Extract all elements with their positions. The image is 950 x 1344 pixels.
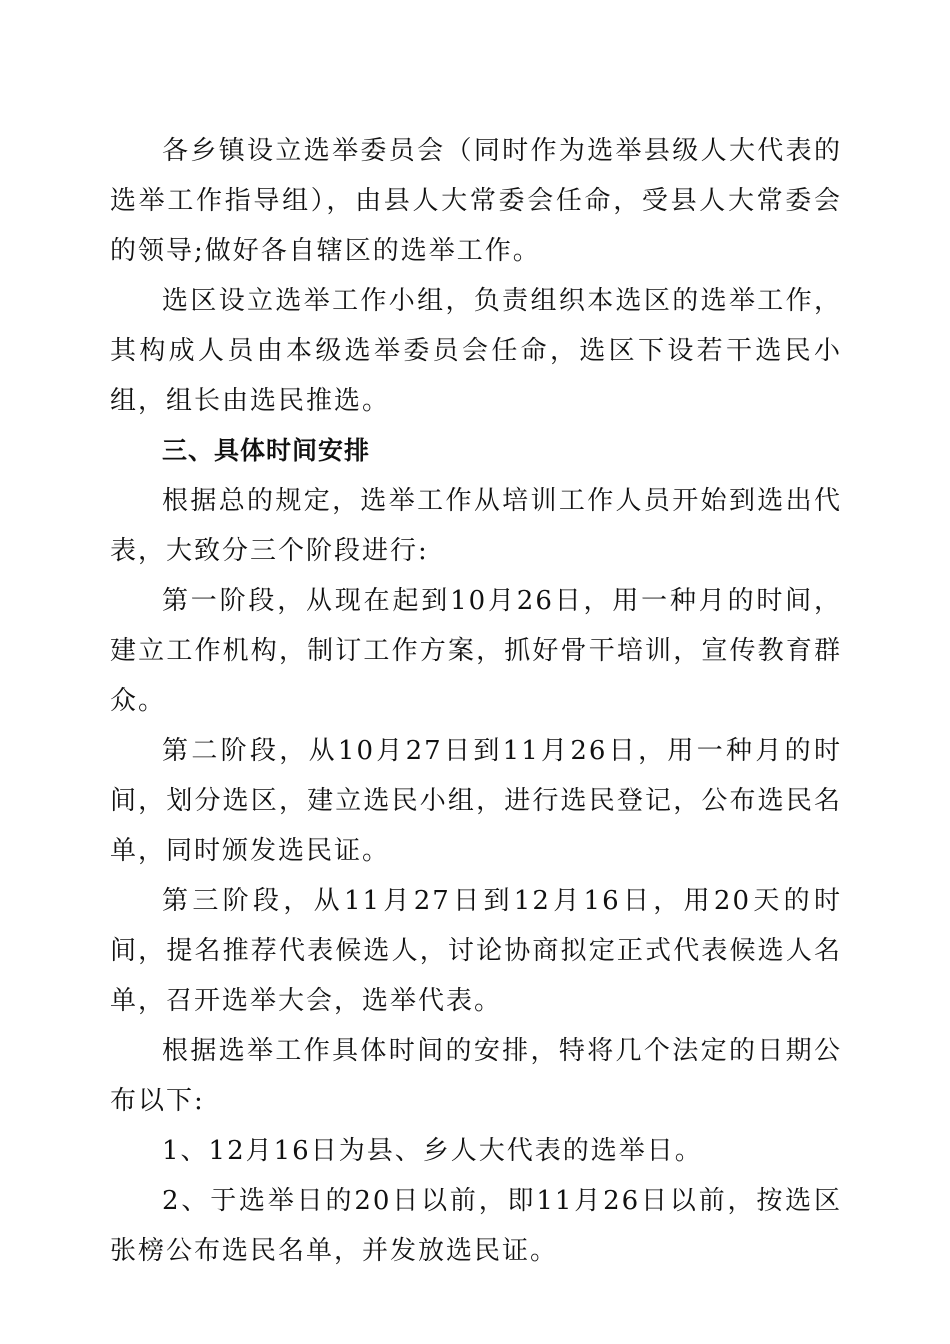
paragraph-phase-three: 第三阶段，从11月27日到12月16日，用20天的时间，提名推荐代表候选人，讨论协商拟定正式代表候选人名单，召开选举大会，选举代表。 bbox=[110, 886, 842, 1016]
paragraph-election-working-group: 选区设立选举工作小组，负责组织本选区的选举工作，其构成人员由本级选举委员会任命，选区下设若干选民小组，组长由选民推选。 bbox=[110, 286, 842, 416]
section-heading-schedule: 三、具体时间安排 bbox=[162, 436, 371, 465]
paragraph-schedule-intro: 根据总的规定，选举工作从培训工作人员开始到选出代表，大致分三个阶段进行: bbox=[110, 486, 842, 566]
list-item-election-day: 1、12月16日为县、乡人大代表的选举日。 bbox=[162, 1136, 703, 1166]
list-item-voter-list: 2、于选举日的20日以前，即11月26日以前，按选区张榜公布选民名单，并发放选民证。 bbox=[110, 1186, 842, 1266]
paragraph-phase-two: 第二阶段，从10月27日到11月26日，用一种月的时间，划分选区，建立选民小组，进行选民登记，公布选民名单，同时颁发选民证。 bbox=[110, 736, 842, 866]
paragraph-phase-one: 第一阶段，从现在起到10月26日，用一种月的时间，建立工作机构，制订工作方案，抓好骨干培训，宣传教育群众。 bbox=[110, 586, 842, 716]
paragraph-election-committee: 各乡镇设立选举委员会（同时作为选举县级人大代表的选举工作指导组），由县人大常委会任命，受县人大常委会的领导;做好各自辖区的选举工作。 bbox=[110, 136, 842, 266]
document-body bbox=[110, 126, 842, 1276]
paragraph-legal-dates-intro: 根据选举工作具体时间的安排，特将几个法定的日期公布以下: bbox=[110, 1036, 842, 1116]
